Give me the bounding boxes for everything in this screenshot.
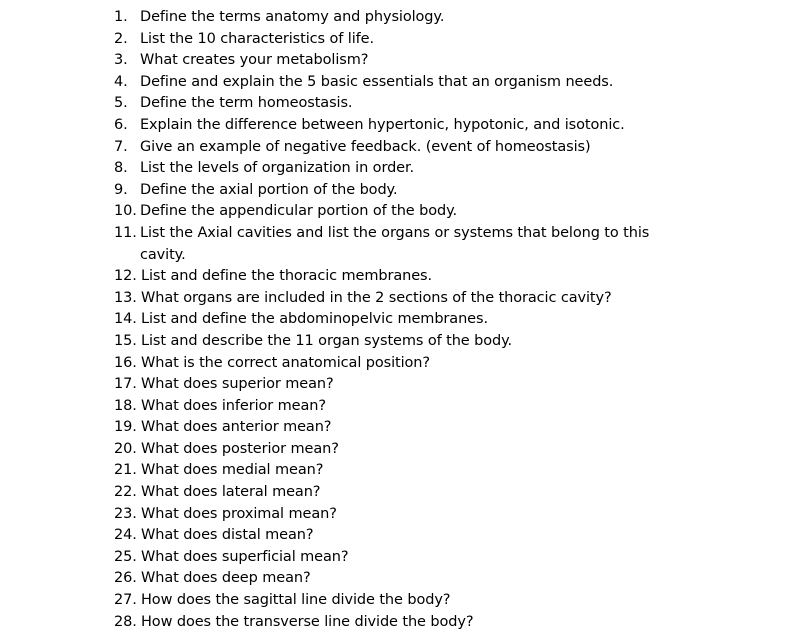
question-number: 7. [114,138,128,155]
question-item [0,525,791,547]
question-item [0,460,791,482]
question-number: 25. [114,548,137,565]
question-number: 8. [114,160,128,177]
question-item [0,223,791,266]
question-text: Explain the difference between hypertonic, hypotonic, and isotonic. [140,116,625,133]
question-text: List and define the abdominopelvic membranes. [141,311,488,328]
question-text: What organs are included in the 2 sections of the thoracic cavity? [141,289,612,306]
question-item [0,417,791,439]
question-item [0,309,791,331]
question-item [0,158,791,180]
question-list [0,7,791,633]
question-number: 6. [114,116,128,133]
question-number: 16. [114,354,137,371]
question-item [0,201,791,223]
question-item [0,29,791,51]
question-text: What does lateral mean? [141,484,321,501]
question-item [0,439,791,461]
question-number: 22. [114,484,137,501]
question-number: 19. [114,419,137,436]
question-text: List and define the thoracic membranes. [141,268,432,285]
question-text: Define the appendicular portion of the body. [140,203,458,220]
question-number: 3. [114,52,128,69]
question-text: List the levels of organization in order. [140,160,415,177]
question-text: List the Axial cavities and list the organs or systems that belong to this cavity. [140,224,650,263]
question-item [0,72,791,94]
question-item [0,50,791,72]
question-text: List the 10 characteristics of life. [140,30,374,47]
question-text: Define the terms anatomy and physiology. [140,9,445,25]
question-number: 18. [114,397,137,414]
question-text: List and describe the 11 organ systems of the body. [141,332,513,349]
question-number: 17. [114,376,137,393]
question-item [0,266,791,288]
question-item [0,568,791,590]
question-item [0,288,791,310]
question-item [0,504,791,526]
question-text: Define the axial portion of the body. [140,181,398,198]
question-item [0,590,791,612]
question-text: What does posterior mean? [141,440,339,457]
question-text: Define the term homeostasis. [140,95,353,112]
question-number: 12. [114,268,137,285]
question-item [0,482,791,504]
question-number: 10. [114,203,137,220]
question-number: 23. [114,505,137,522]
question-item [0,7,791,29]
question-number: 5. [114,95,128,112]
question-number: 11. [114,224,137,241]
question-text: What does inferior mean? [141,397,326,414]
question-item [0,115,791,137]
question-text: Give an example of negative feedback. (event of homeostasis) [140,138,591,155]
question-number: 26. [114,570,137,587]
question-text: What creates your metabolism? [140,52,369,69]
question-number: 1. [114,9,128,25]
question-number: 20. [114,440,137,457]
question-number: 24. [114,527,137,544]
question-item [0,331,791,353]
question-number: 27. [114,592,137,609]
question-item [0,396,791,418]
document-page [0,7,791,633]
question-number: 4. [114,73,128,90]
question-text: What does superior mean? [141,376,334,393]
question-text: What does medial mean? [141,462,324,479]
question-text: What does superficial mean? [141,548,349,565]
question-text: What does deep mean? [141,570,311,587]
question-text: Define and explain the 5 basic essentials that an organism needs. [140,73,614,90]
question-item [0,137,791,159]
question-text: What is the correct anatomical position? [141,354,430,371]
question-item [0,374,791,396]
question-item [0,547,791,569]
question-number: 9. [114,181,128,198]
question-number: 2. [114,30,128,47]
question-item [0,93,791,115]
question-text: What does distal mean? [141,527,314,544]
question-text: What does anterior mean? [141,419,332,436]
question-number: 21. [114,462,137,479]
question-number: 13. [114,289,137,306]
question-text: How does the sagittal line divide the body? [141,592,451,609]
question-text: What does proximal mean? [141,505,337,522]
question-number: 28. [114,613,137,630]
question-text: How does the transverse line divide the body? [141,613,474,630]
question-number: 14. [114,311,137,328]
question-item [0,353,791,375]
question-item [0,180,791,202]
question-number: 15. [114,332,137,349]
